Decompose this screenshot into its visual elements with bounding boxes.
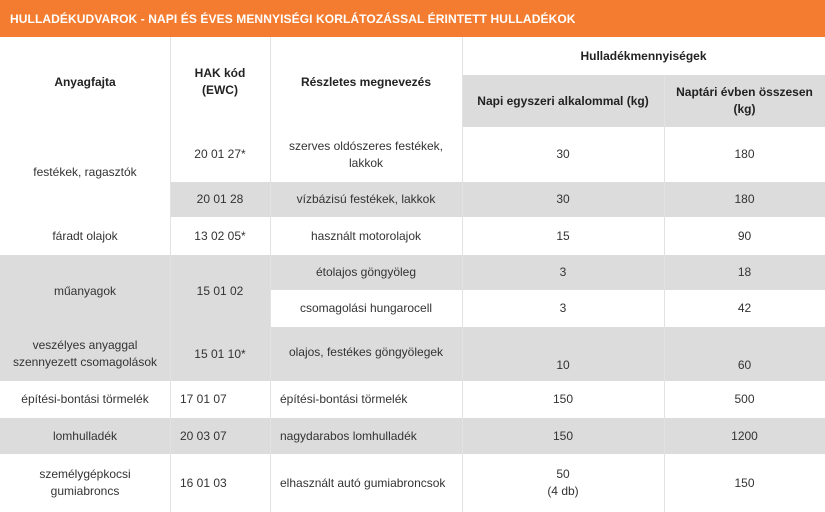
row-daily: 3 bbox=[462, 255, 664, 290]
header-hak-line1: HAK kód bbox=[194, 66, 246, 80]
header-daily: Napi egyszeri alkalommal (kg) bbox=[462, 75, 664, 127]
row-material-bulky: lomhulladék bbox=[0, 418, 170, 454]
row-yearly: 180 bbox=[664, 182, 825, 217]
row-description: nagydarabos lomhulladék bbox=[270, 418, 462, 454]
row-daily-note: (4 db) bbox=[547, 484, 579, 498]
row-daily: 30 bbox=[462, 182, 664, 217]
row-code: 20 01 28 bbox=[170, 182, 270, 217]
row-daily: 150 bbox=[462, 381, 664, 418]
grid-line bbox=[664, 75, 665, 512]
row-material-paints: festékek, ragasztók bbox=[0, 127, 170, 217]
row-description: olajos, festékes göngyölegek bbox=[270, 327, 462, 381]
row-daily: 150 bbox=[462, 418, 664, 454]
row-description: csomagolási hungarocell bbox=[270, 290, 462, 327]
row-code: 15 01 02 bbox=[170, 255, 270, 327]
header-yearly-line1: Naptári évben összesen bbox=[676, 85, 813, 99]
row-daily bbox=[462, 454, 664, 512]
row-yearly: 1200 bbox=[664, 418, 825, 454]
row-code: 20 03 07 bbox=[170, 418, 270, 454]
header-material: Anyagfajta bbox=[0, 37, 170, 127]
row-yearly: 42 bbox=[664, 290, 825, 327]
row-material-plastics: műanyagok bbox=[0, 255, 170, 327]
header-hak-line2: (EWC) bbox=[201, 83, 238, 97]
grid-line bbox=[270, 37, 271, 512]
header-description: Részletes megnevezés bbox=[270, 37, 462, 127]
row-description: elhasznált autó gumiabroncsok bbox=[270, 454, 462, 512]
row-description: szerves oldószeres festékek, lakkok bbox=[270, 127, 462, 182]
row-code: 13 02 05* bbox=[170, 217, 270, 255]
grid-line bbox=[462, 37, 463, 512]
row-code: 15 01 10* bbox=[170, 327, 270, 381]
row-code: 20 01 27* bbox=[170, 127, 270, 182]
row-description: építési-bontási törmelék bbox=[270, 381, 462, 418]
row-material-oils: fáradt olajok bbox=[0, 217, 170, 255]
row-code: 17 01 07 bbox=[170, 381, 270, 418]
row-yearly: 60 bbox=[664, 327, 825, 381]
header-hak bbox=[170, 37, 270, 127]
row-description: használt motorolajok bbox=[270, 217, 462, 255]
row-daily: 15 bbox=[462, 217, 664, 255]
row-daily: 10 bbox=[462, 327, 664, 381]
row-material-construction: építési-bontási törmelék bbox=[0, 381, 170, 418]
row-yearly: 18 bbox=[664, 255, 825, 290]
header-yearly-line2: (kg) bbox=[733, 102, 756, 116]
row-yearly: 500 bbox=[664, 381, 825, 418]
header-quantities: Hulladékmennyiségek bbox=[462, 37, 825, 75]
row-yearly: 90 bbox=[664, 217, 825, 255]
header-yearly bbox=[664, 75, 825, 127]
waste-limits-table bbox=[0, 37, 825, 512]
grid-line bbox=[170, 37, 171, 512]
row-yearly: 150 bbox=[664, 454, 825, 512]
row-daily: 30 bbox=[462, 127, 664, 182]
row-description: vízbázisú festékek, lakkok bbox=[270, 182, 462, 217]
row-description: étolajos göngyöleg bbox=[270, 255, 462, 290]
row-yearly: 180 bbox=[664, 127, 825, 182]
table-title: HULLADÉKUDVAROK - NAPI ÉS ÉVES MENNYISÉGI KORLÁTOZÁSSAL ÉRINTETT HULLADÉKOK bbox=[0, 0, 825, 37]
row-daily: 3 bbox=[462, 290, 664, 327]
row-code: 16 01 03 bbox=[170, 454, 270, 512]
row-material-tyres: személygépkocsi gumiabroncs bbox=[0, 454, 170, 512]
row-daily-value: 50 bbox=[556, 467, 570, 481]
row-material-hazardous: veszélyes anyaggal szennyezett csomagolások bbox=[0, 327, 170, 381]
